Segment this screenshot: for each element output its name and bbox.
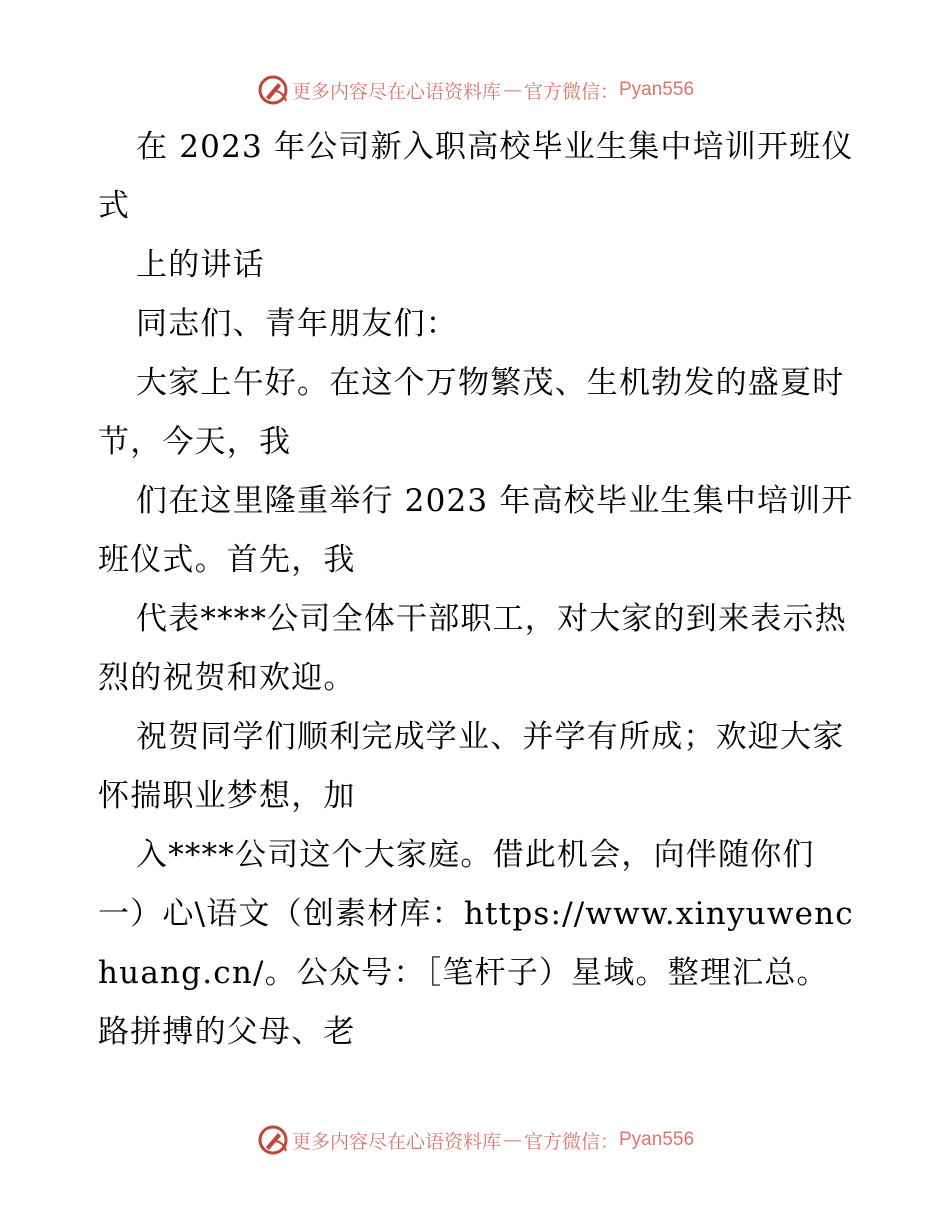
paragraph-welcome: 代表****公司全体干部职工，对大家的到来表示热烈的祝贺和欢迎。 (98, 601, 847, 696)
watermark-suffix: 官方微信： (523, 80, 619, 103)
paragraph-ceremony: 们在这里隆重举行 2023 年高校毕业生集中培训开班仪式。首先，我 (98, 483, 854, 578)
watermark-wechat-id: Pyan556 (619, 79, 695, 100)
watermark-text: 更多内容尽在心语资料库 (291, 1130, 501, 1153)
watermark-separator: — (502, 1129, 522, 1151)
watermark-suffix: 官方微信： (523, 1130, 619, 1153)
header-watermark (0, 70, 950, 110)
footer-watermark (0, 1120, 950, 1160)
paragraph-title: 在 2023 年公司新入职高校毕业生集中培训开班仪式 (98, 129, 854, 224)
pen-logo-icon (256, 1123, 290, 1157)
pen-logo-icon (256, 73, 290, 107)
watermark-text: 更多内容尽在心语资料库 (291, 80, 501, 103)
watermark-separator: — (502, 79, 522, 101)
document-body (98, 118, 858, 1062)
paragraph-title-cont: 上的讲话 (136, 247, 265, 283)
paragraph-congrats: 祝贺同学们顺利完成学业、并学有所成；欢迎大家怀揣职业梦想，加 (98, 719, 845, 814)
paragraph-family: 入****公司这个大家庭。借此机会，向伴随你们一）心\语文（创素材库：https://www.xinyuwenchuang.cn/。公众号：［笔杆子）星域。整理汇总。路拼搏的父母、老 (98, 837, 854, 1050)
paragraph-salutation: 同志们、青年朋友们： (136, 306, 458, 342)
paragraph-greeting: 大家上午好。在这个万物繁茂、生机勃发的盛夏时节，今天，我 (98, 365, 845, 460)
watermark-wechat-id: Pyan556 (619, 1129, 695, 1150)
